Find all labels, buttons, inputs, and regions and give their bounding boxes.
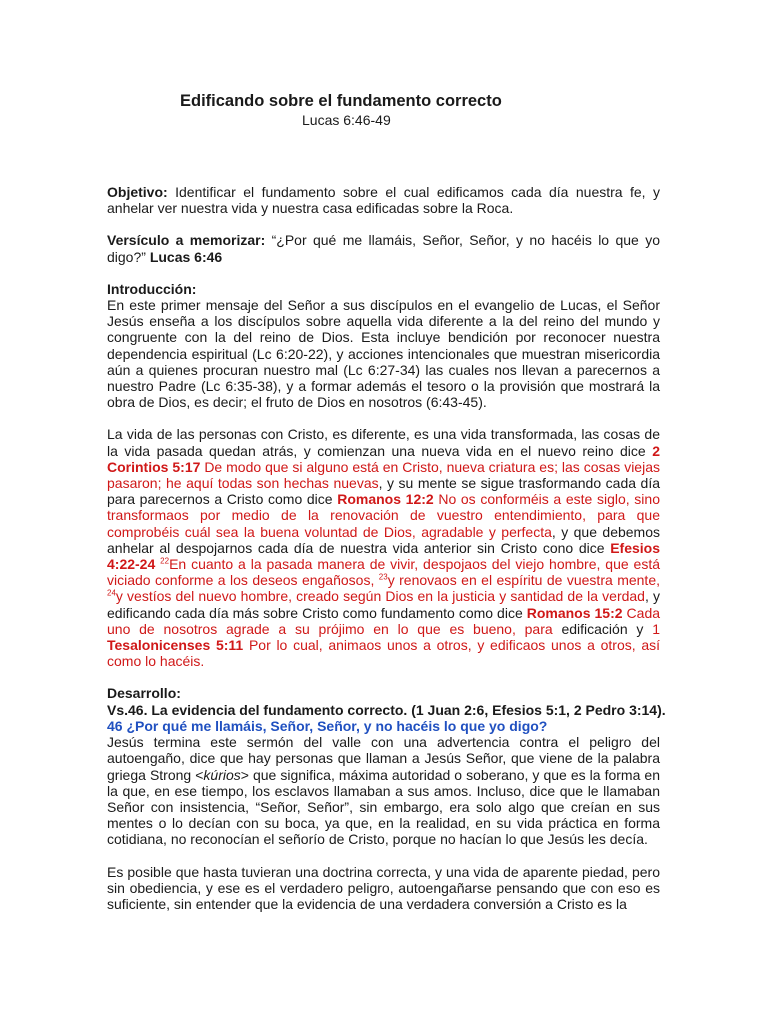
- ref-romanos-12: Romanos 12:2: [337, 491, 434, 508]
- introduccion-text: En este primer mensaje del Señor a sus discípulos en el evangelio de Lucas, el Señor Jesús enseña a los discípulos sobre aquella vida diferente a la del reino del mundo y congruente con la del reino de Dios. Esta incluye bendición por reconocer nuestra dependencia espiritual (Lc 6:20-22), y acciones intencionales que muestran misericordia aún a quienes procuran nuestro mal (Lc 6:27-34) las cuales nos llevan a parecernos a nuestro Padre (Lc 6:35-38), y a formar además el tesoro o la provisión que mostrará la obra de Dios, es decir; el fruto de Dios en nosotros (6:43-45).: [107, 297, 660, 411]
- desarrollo-label: Desarrollo:: [107, 685, 181, 702]
- verse-num-23: 23: [378, 572, 388, 582]
- es-posible-text: Es posible que hasta tuvieran una doctrina correcta, y una vida de aparente piedad, pero sin obediencia, y ese es el verdadero peligro, autoengañarse pensando que con eso es suficiente, sin entender que la evidencia de una verdadera conversión a Cristo es la: [107, 863, 660, 912]
- ref-2-corintios: 2 Corintios 5:17: [107, 442, 660, 475]
- quote-efesios-b: y renovaos en el espíritu de vuestra mente,: [387, 572, 660, 589]
- objetivo-label: Objetivo:: [107, 184, 168, 200]
- ref-efesios-4: Efesios 4:22-24: [107, 539, 660, 573]
- quote-romanos-15: Cada uno de nosotros agrade a su prójimo en lo que es bueno, para: [107, 604, 661, 637]
- jesus-text-b: > que significa, máxima autoridad o soberano, y que es la forma en la que, en ese tiempo, los esclavos llamaban a sus amos. Incluso, dice que le llamaban Señor con insistencia, “Señor, Señor”, sin embargo, era solo algo que creían en sus mentes o lo decían con su boca, ya que, en la realidad, en su vida práctica en forma cotidiana, no reconocían el señorío de Cristo, porque no hacían lo que Jesús les decía.: [107, 766, 660, 848]
- verse-num-24: 24: [107, 588, 116, 598]
- quote-tesalonicenses: Por lo cual, animaos unos a otros, y edificaos unos a otros, así como lo hacéis.: [107, 637, 661, 670]
- versiculo-text: “¿Por qué me llamáis, Señor, Señor, y no hacéis lo que yo digo?”: [107, 232, 660, 265]
- jesus-termina-paragraph: [107, 734, 660, 847]
- quote-efesios-c: y vestíos del nuevo hombre, creado según Dios en la justicia y santidad de la verdad: [115, 588, 645, 605]
- vida-text-d: , y edificando cada día más sobre Cristo como fundamento como dice: [107, 588, 660, 621]
- vida-text-e: edificación y: [552, 620, 653, 637]
- quote-efesios-a: En cuanto a la pasada manera de vivir, despojaos del viejo hombre, que está viciado conforme a los deseos engañosos,: [107, 556, 661, 589]
- quote-romanos-12: No os conforméis a este siglo, sino transformaos por medio de la renovación de vuestro entendimiento, para que comprobéis cuál sea la buena voluntad de Dios, agradable y perfecta: [107, 491, 660, 540]
- objetivo-text: Identificar el fundamento sobre el cual edificamos cada día nuestra fe, y anhelar ver nuestra vida y nuestra casa edificadas sobre la Roca.: [107, 184, 660, 217]
- document-title: Edificando sobre el fundamento correcto: [180, 92, 502, 110]
- jesus-text-a: Jesús termina este sermón del valle con una advertencia contra el peligro del autoengaño, dice que hay personas que llaman a Jesús Señor, que viene de la palabra griega Strong <: [107, 734, 660, 783]
- versiculo-ref: Lucas 6:46: [149, 248, 223, 265]
- document-body: [107, 184, 666, 928]
- quote-2-corintios: De modo que si alguno está en Cristo, nueva criatura es; las cosas viejas pasaron; he aquí todas son hechas nuevas: [107, 458, 660, 492]
- ref-romanos-15: Romanos 15:2: [526, 604, 623, 621]
- verse-num-22: 22: [160, 556, 170, 566]
- introduccion-paragraph: [107, 281, 660, 411]
- vs46-heading: Vs.46. La evidencia del fundamento correcto. (1 Juan 2:6, Efesios 5:1, 2 Pedro 3:14).: [107, 701, 666, 718]
- desarrollo-paragraph: [107, 685, 666, 734]
- versiculo-paragraph: [107, 232, 660, 264]
- versiculo-label: Versículo a memorizar:: [107, 232, 266, 249]
- es-posible-paragraph: [107, 864, 660, 913]
- objetivo-paragraph: [107, 184, 660, 216]
- vs46-verse: 46 ¿Por qué me llamáis, Señor, Señor, y no hacéis lo que yo digo?: [107, 717, 548, 734]
- introduccion-label: Introducción:: [107, 280, 197, 297]
- ref-tesalonicenses: Tesalonicenses 5:11: [107, 637, 244, 654]
- ref-tesalonicenses-num: 1: [652, 620, 660, 637]
- vida-text-a: La vida de las personas con Cristo, es diferente, es una vida transformada, las cosas de la vida pasada quedan atrás, y comienzan una nueva vida en el nuevo reino dice: [107, 426, 660, 459]
- vida-paragraph: [107, 426, 660, 669]
- vida-text-c: , y que debemos anhelar al despojarnos cada día de nuestra vida anterior sin Cristo cono dice: [107, 523, 661, 556]
- document-subtitle: Lucas 6:46-49: [302, 112, 391, 128]
- greek-word: kúrios: [203, 766, 241, 783]
- vida-text-b: , y su mente se sigue trasformando cada día para parecernos a Cristo como dice: [107, 475, 661, 508]
